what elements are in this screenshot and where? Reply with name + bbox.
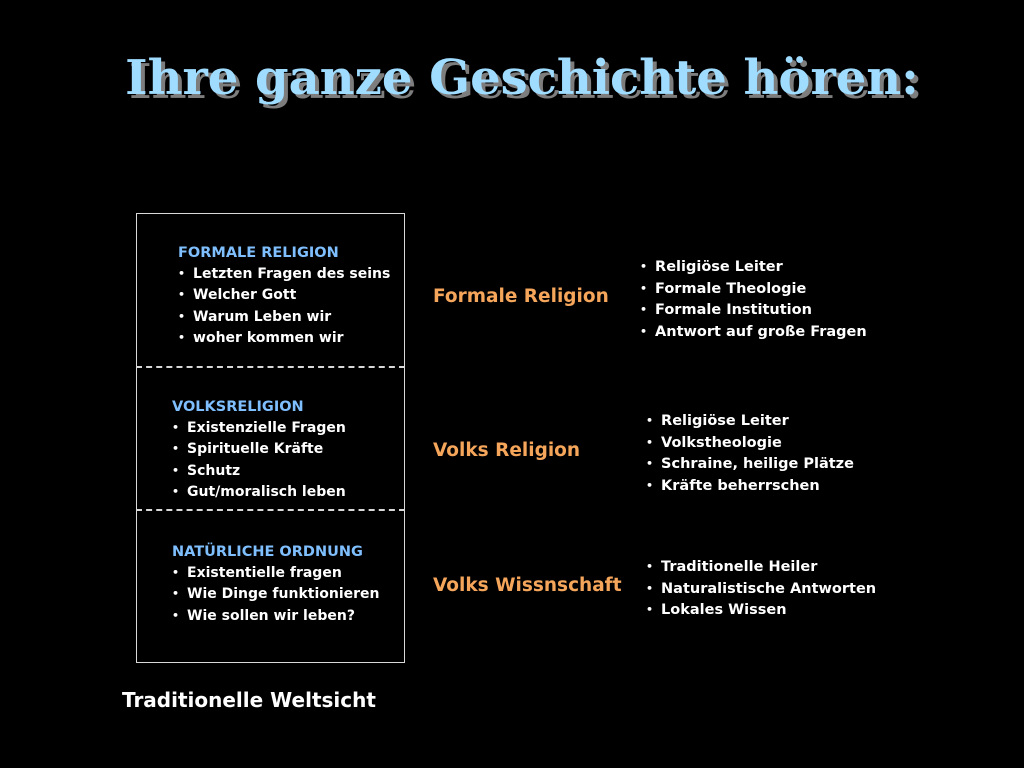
section-heading: VOLKSRELIGION [172, 399, 304, 415]
list-item: • Volkstheologie [646, 433, 854, 455]
detail-list [640, 257, 867, 343]
section-divider [136, 509, 405, 511]
list-item: • Antwort auf große Fragen [640, 322, 867, 344]
detail-list [646, 411, 854, 497]
list-item: • Schraine, heilige Plätze [646, 454, 854, 476]
section-list [172, 418, 346, 504]
box-section-folk-religion [172, 397, 346, 504]
section-list [178, 264, 390, 350]
list-item: • Formale Theologie [640, 279, 867, 301]
row-label-folk-religion: Volks Religion [433, 440, 581, 461]
section-heading: NATÜRLICHE ORDNUNG [172, 544, 363, 560]
row-details-folk-science [646, 557, 876, 622]
list-item: • Warum Leben wir [178, 307, 390, 329]
list-item: • woher kommen wir [178, 328, 390, 350]
row-details-folk-religion [646, 411, 854, 497]
list-item: • Religiöse Leiter [646, 411, 854, 433]
section-heading: FORMALE RELIGION [178, 245, 339, 261]
list-item: • Religiöse Leiter [640, 257, 867, 279]
row-details-formal-religion [640, 257, 867, 343]
list-item: • Schutz [172, 461, 346, 483]
list-item: • Wie sollen wir leben? [172, 606, 380, 628]
box-section-natural-order [172, 542, 380, 627]
list-item: • Gut/moralisch leben [172, 482, 346, 504]
slide-title: Ihre ganze Geschichte hören: [125, 50, 919, 106]
list-item: • Spirituelle Kräfte [172, 439, 346, 461]
section-divider [136, 366, 405, 368]
list-item: • Letzten Fragen des seins [178, 264, 390, 286]
row-label-formal-religion: Formale Religion [433, 286, 609, 307]
list-item: • Existenzielle Fragen [172, 418, 346, 440]
detail-list [646, 557, 876, 622]
list-item: • Traditionelle Heiler [646, 557, 876, 579]
list-item: • Wie Dinge funktionieren [172, 584, 380, 606]
box-caption: Traditionelle Weltsicht [122, 688, 376, 712]
list-item: • Lokales Wissen [646, 600, 876, 622]
list-item: • Kräfte beherrschen [646, 476, 854, 498]
list-item: • Existentielle fragen [172, 563, 380, 585]
list-item: • Formale Institution [640, 300, 867, 322]
section-list [172, 563, 380, 628]
row-label-folk-science: Volks Wissnschaft [433, 575, 622, 596]
list-item: • Welcher Gott [178, 285, 390, 307]
box-section-formal-religion [178, 243, 390, 350]
list-item: • Naturalistische Antworten [646, 579, 876, 601]
